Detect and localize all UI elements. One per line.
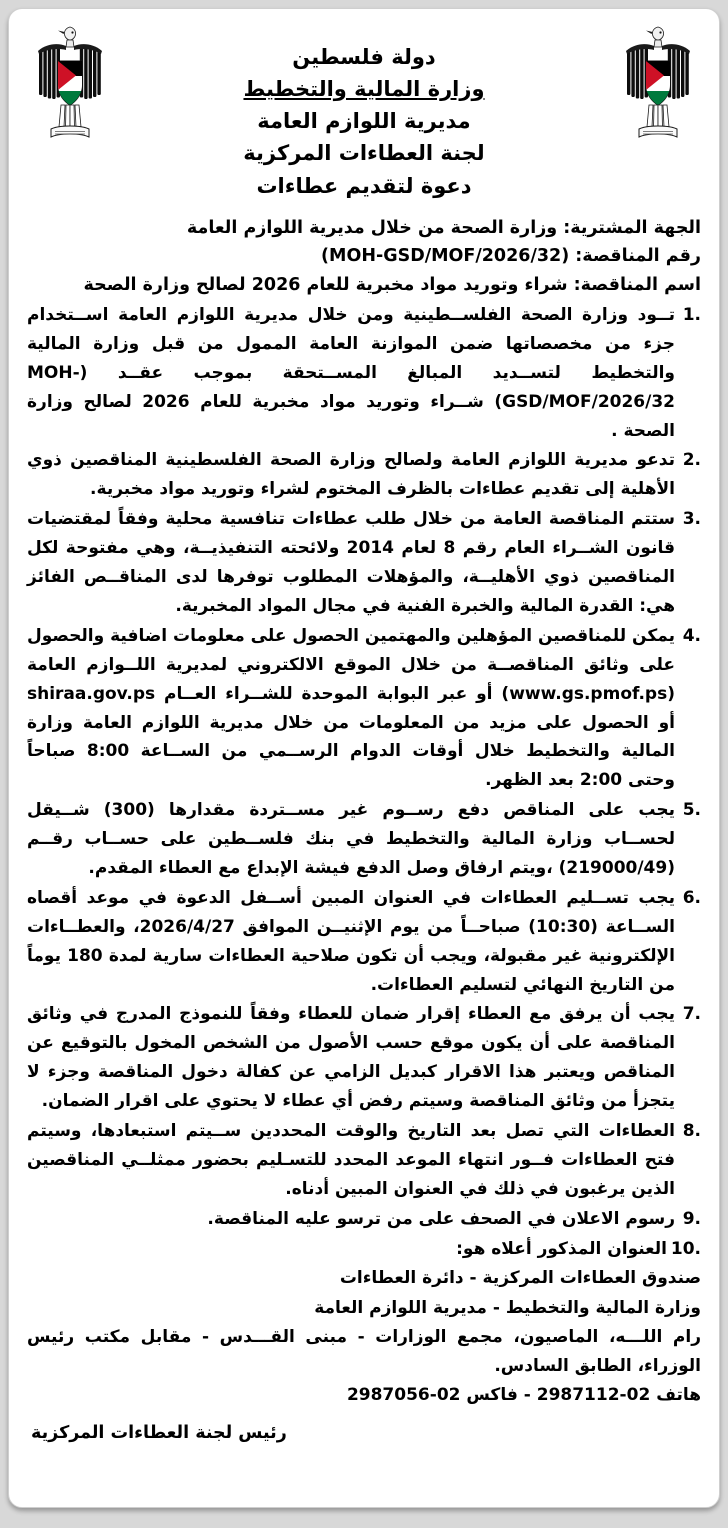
clause-item: العطاءات التي تصل بعد التاريخ والوقت المحددين ســيتم استبعادها، وسيتم فتح العطاءات فــور انتهاء الموعد المحدد للتسـليم بحضور ممثلــي المناقصين الذين يرغبون في ذلك في العنوان المبين أدناه. <box>27 1120 675 1199</box>
address-block <box>27 1264 701 1410</box>
header-title-line-1: دولة فلسطين <box>292 45 436 69</box>
clause-item: تــود وزارة الصحة الفلســطينية ومن خلال مديرية اللوازم العامة اســتخدام جزء من مخصصاتها ضمن الموازنة العامة الممول من قبل وزارة المالية والتخطيط لتســديد المبالغ المســتحقة بموجب عقــد (MOH-GSD/MOF/2026/32) شــراء وتوريد مواد مخبرية للعام 2026 لصالح وزارة الصحة . <box>27 305 675 441</box>
tender-document-page <box>8 8 720 1508</box>
clause-item: يمكن للمناقصين المؤهلين والمهتمين الحصول على معلومات اضافية والحصول على وثائق المناقصــة من خلال الموقع الالكتروني لمديرية اللــوازم العامة (www.gs.pmof.ps) أو عبر البوابة الموحدة للشــراء العــام shiraa.gov.ps أو الحصول على مزيد من المعلومات من خلال مديرية اللوازم العامة وزارة المالية والتخطيط خلال أوقات الدوام الرســمي من الســاعة 8:00 صباحاً وحتى 2:00 بعد الظهر. <box>27 625 675 791</box>
tender-number-line: رقم المناقصة: (MOH-GSD/MOF/2026/32) <box>321 246 701 267</box>
tender-name-line: اسم المناقصة: شراء وتوريد مواد مخبرية للعام 2026 لصالح وزارة الصحة <box>83 274 701 295</box>
clause-item: يجب أن يرفق مع العطاء إقرار ضمان للعطاء وفقاً للنموذج المدرج في وثائق المناقصة على أن يكون موقع حسب الأصول من الشخص المخول بالتوقيع عن المناقص ويعتبر هذا الاقرار كبديل الزامي عن كفالة دخول المناقصة وجزء لا يتجزأ من وثائق المناقصة وسيتم رفض أي عطاء لا يحتوي على اقرار الضمان. <box>27 1004 675 1112</box>
clause-item: يجب تســليم العطاءات في العنوان المبين أســفل الدعوة في موعد أقصاه الســاعة (10:30) صباحــاً من يوم الإثنيــن الموافق 2026/4/27، والعطــاءات الإلكترونية غير مقبولة، ويجب أن تكون صلاحية العطاءات سارية لمدة 180 يوماً من التاريخ النهائي لتسليم العطاءات. <box>27 887 676 995</box>
clause-item: يجب على المناقص دفع رســوم غير مســتردة مقدارها (300) شــيقل لحســاب وزارة المالية والتخطيط في بنك فلســطين على حســاب رقــم (219000/49) ،ويتم ارفاق وصل الدفع فيشة الإبداع مع العطاء المقدم. <box>27 800 675 878</box>
header-title-line-3: مديرية اللوازم العامة <box>257 109 471 134</box>
signatory-title: رئيس لجنة العطاءات المركزية <box>31 1422 287 1443</box>
address-line: صندوق العطاءات المركزية - دائرة العطاءات <box>339 1268 701 1289</box>
header-title-line-5: دعوة لتقديم عطاءات <box>256 173 472 198</box>
clause-item: العنوان المذكور أعلاه هو: <box>456 1238 667 1259</box>
clause-item: تدعو مديرية اللوازم العامة ولصالح وزارة الصحة الفلسطينية المناقصين ذوي الأهلية إلى تقديم عطاءات بالظرف المختوم لشراء وتوريد مواد مخبرية. <box>27 450 675 500</box>
palestine-coat-of-arms-eagle-of-saladin-icon <box>33 23 107 151</box>
palestine-coat-of-arms-eagle-of-saladin-icon <box>621 23 695 151</box>
document-header <box>9 9 719 214</box>
header-title-line-4: لجنة العطاءات المركزية <box>243 141 485 166</box>
address-line: رام اللـــه، الماصيون، مجمع الوزارات - مبنى القـــدس - مقابل مكتب رئيس الوزراء، الطابق السادس. <box>27 1326 701 1377</box>
address-line: وزارة المالية والتخطيط - مديرية اللوازم العامة <box>314 1297 701 1318</box>
tender-clauses-list <box>27 301 701 1263</box>
header-title-line-2: وزارة المالية والتخطيط <box>243 77 485 102</box>
contact-line: هاتف 02-2987112 - فاكس 02-2987056 <box>346 1385 701 1406</box>
signatory-block <box>27 1423 701 1443</box>
tender-intro-block <box>27 214 701 299</box>
clause-item: ستتم المناقصة العامة من خلال طلب عطاءات تنافسية محلية وفقاً لمقتضيات قانون الشــراء العام رقم 8 لعام 2014 ولائحته التنفيذيــة، وهي مفتوحة لكل المناقصين ذوي الأهليــة، والمؤهلات المطلوب توفرها لدى المناقــص الفائز هي: القدرة المالية والخبرة الفنية في مجال المواد المخبرية. <box>27 509 675 616</box>
clause-item: رسوم الاعلان في الصحف على من ترسو عليه المناقصة. <box>207 1208 675 1229</box>
header-title-block <box>107 23 621 202</box>
document-body <box>9 214 719 1443</box>
buying-entity-line: الجهة المشترية: وزارة الصحة من خلال مديرية اللوازم العامة <box>186 218 701 238</box>
